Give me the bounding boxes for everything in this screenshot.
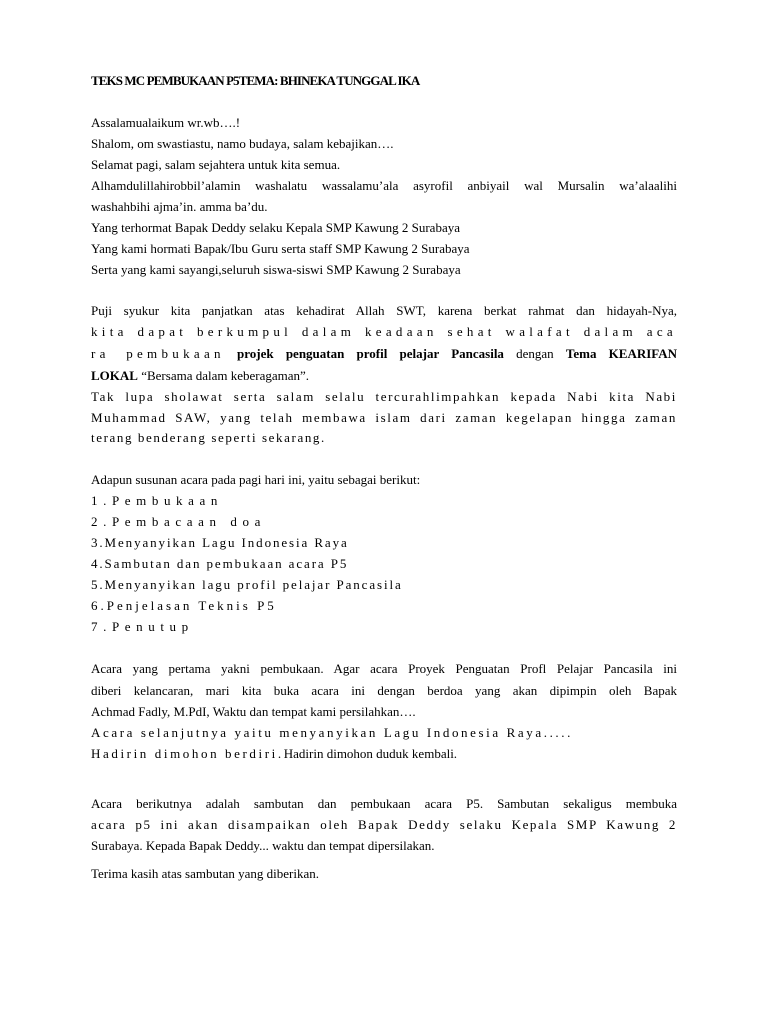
agenda-item: 1.Pembukaan: [91, 493, 224, 508]
paragraph-line: Achmad Fadly, M.PdI, Waktu dan tempat kami persilahkan….: [91, 704, 416, 719]
greeting-line: Yang terhormat Bapak Deddy selaku Kepala SMP Kawung 2 Surabaya: [91, 220, 460, 235]
bold-phrase: Tema KEARIFAN: [565, 346, 678, 361]
paragraph-line: Acara yang pertama yakni pembukaan. Agar acara Proyek Penguatan Profl Pelajar Pancasila ini: [91, 661, 677, 676]
agenda-intro: Adapun susunan acara pada pagi hari ini, yaitu sebagai berikut:: [91, 472, 421, 487]
paragraph-line: Puji syukur kita panjatkan atas kehadirat Allah SWT, karena berkat rahmat dan hidayah-Nya,: [91, 303, 677, 318]
greeting-line: Yang kami hormati Bapak/Ibu Guru serta staff SMP Kawung 2 Surabaya: [91, 241, 470, 256]
paragraph-text: dengan: [516, 346, 554, 361]
paragraph-line: Surabaya. Kepada Bapak Deddy... waktu dan tempat dipersilakan.: [91, 838, 435, 853]
bold-phrase: LOKAL: [91, 368, 138, 383]
paragraph-line: kita dapat berkumpul dalam keadaan sehat walafat dalam aca: [91, 324, 677, 339]
paragraph-line: Tak lupa sholawat serta salam selalu tercurahlimpahkan kepada Nabi kita Nabi: [91, 389, 677, 404]
greeting-line: washahbihi ajma’in. amma ba’du.: [91, 199, 268, 214]
paragraph-line: [91, 368, 309, 384]
paragraph-line: Acara selanjutnya yaitu menyanyikan Lagu Indonesia Raya.....: [91, 725, 573, 740]
greeting-line: Alhamdulillahirobbil’alamin washalatu wassalamu’ala asyrofil anbiyail wal Mursalin wa’alaalihi: [91, 178, 677, 193]
greeting-line: Serta yang kami sayangi,seluruh siswa-siswi SMP Kawung 2 Surabaya: [91, 262, 461, 277]
paragraph-line: terang benderang seperti sekarang.: [91, 430, 326, 445]
agenda-item: 5.Menyanyikan lagu profil pelajar Pancasila: [91, 577, 403, 592]
agenda-item: 4.Sambutan dan pembukaan acara P5: [91, 556, 349, 571]
agenda-item: 7.Penutup: [91, 619, 194, 634]
paragraph-line: Muhammad SAW, yang telah membawa islam dari zaman kegelapan hingga zaman: [91, 410, 677, 425]
paragraph-text: “Bersama dalam keberagaman”.: [141, 368, 310, 383]
agenda-item: 2.Pembacaan doa: [91, 514, 266, 529]
paragraph-line: [91, 746, 457, 762]
paragraph-text: Hadirin dimohon berdiri.: [91, 746, 284, 761]
bold-phrase: projek penguatan profil pelajar Pancasila: [237, 346, 504, 361]
paragraph-line: Acara berikutnya adalah sambutan dan pembukaan acara P5. Sambutan sekaligus membuka: [91, 796, 677, 811]
agenda-item: 3.Menyanyikan Lagu Indonesia Raya: [91, 535, 349, 550]
agenda-item: 6.Penjelasan Teknis P5: [91, 598, 277, 613]
greeting-line: Assalamualaikum wr.wb….!: [91, 115, 241, 130]
paragraph-line: acara p5 ini akan disampaikan oleh Bapak Deddy selaku Kepala SMP Kawung 2: [91, 817, 677, 832]
paragraph-text: Hadirin dimohon duduk kembali.: [283, 746, 458, 761]
paragraph-line: [91, 346, 677, 362]
greeting-line: Selamat pagi, salam sejahtera untuk kita semua.: [91, 157, 341, 172]
closing-line: Terima kasih atas sambutan yang diberikan.: [91, 866, 319, 881]
document-title: TEKS MC PEMBUKAAN P5TEMA: BHINEKA TUNGGAL IKA: [91, 73, 420, 88]
paragraph-text: ra pembukaan: [91, 346, 225, 361]
greeting-line: Shalom, om swastiastu, namo budaya, salam kebajikan….: [91, 136, 394, 151]
paragraph-line: diberi kelancaran, mari kita buka acara ini dengan berdoa yang akan dipimpin oleh Bapak: [91, 683, 677, 698]
